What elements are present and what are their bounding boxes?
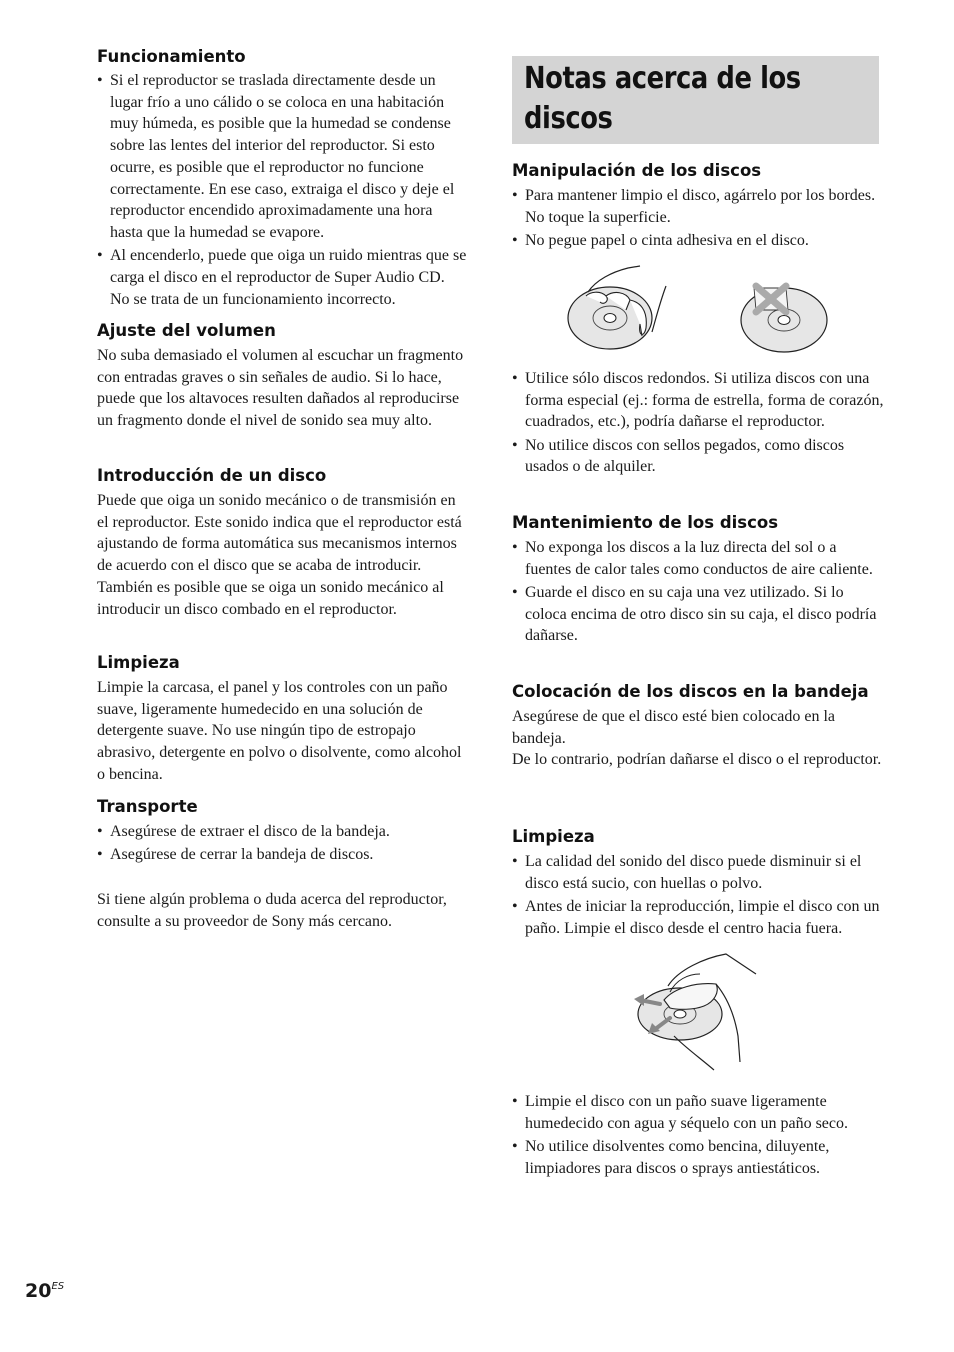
- list-item: • No utilice disolventes como bencina, diluyente, limpiadores para discos o sprays antiestáticos.: [512, 1136, 884, 1179]
- page-number-value: 20: [25, 1280, 52, 1302]
- list-item: • Limpie el disco con un paño suave ligeramente humedecido con agua y séquelo con un paño seco.: [512, 1091, 884, 1134]
- paragraph-volumen: No suba demasiado el volumen al escuchar un fragmento con entradas graves o sin señales de audio. Si lo hace, puede que los altavoces resulten dañados al reproducirse un fragmento donde el nivel de sonido sea muy alto.: [97, 347, 464, 430]
- list-item: • No utilice discos con sellos pegados, como discos usados o de alquiler.: [512, 435, 884, 478]
- list-item: • Al encenderlo, puede que oiga un ruido mientras que se carga el disco en el reproductor de Super Audio CD. No se trata de un funcionamiento incorrecto.: [97, 245, 467, 310]
- section-limpieza-left: [97, 652, 467, 786]
- section-colocacion: [512, 681, 884, 771]
- paragraph-colocacion-2: De lo contrario, podrían dañarse el disco o el reproductor.: [512, 751, 882, 769]
- section-introduccion: [97, 465, 467, 620]
- heading-funcionamiento: Funcionamiento: [97, 47, 246, 66]
- page-number-suffix: ES: [51, 1281, 65, 1292]
- heading-transporte: Transporte: [97, 797, 198, 816]
- section-title-box: [512, 56, 879, 144]
- list-item: • Antes de iniciar la reproducción, limpie el disco con un paño. Limpie el disco desde el centro hacia fuera.: [512, 896, 884, 939]
- heading-limpieza-right: Limpieza: [512, 827, 595, 846]
- page-title: Notas acerca de los discos: [524, 61, 801, 136]
- list-item: • Para mantener limpio el disco, agárrelo por los bordes. No toque la superficie.: [512, 185, 884, 228]
- paragraph-introduccion: Puede que oiga un sonido mecánico o de transmisión en el reproductor. Este sonido indica que el reproductor está ajustando de forma automática sus mecanismos internos de acuerdo con el disco que se acaba de introducir. También es posible que se oiga un sonido mecánico al introducir un disco combado en el reproductor.: [97, 492, 462, 618]
- disc-cleaning-illustration: [630, 952, 760, 1074]
- paragraph-colocacion-1: Asegúrese de que el disco esté bien colocado en la bandeja.: [512, 708, 835, 747]
- paragraph-limpieza-left: Limpie la carcasa, el panel y los controles con un paño suave, ligeramente humedecido en una solución de detergente suave. No use ningún tipo de estropajo abrasivo, detergente en polvo o disolvente, como alcohol o bencina.: [97, 679, 462, 783]
- heading-mantenimiento: Mantenimiento de los discos: [512, 513, 779, 532]
- section-volumen: [97, 320, 467, 432]
- section-funcionamiento: [97, 46, 467, 312]
- heading-limpieza-left: Limpieza: [97, 653, 180, 672]
- list-item: • La calidad del sonido del disco puede disminuir si el disco está sucio, con huellas o polvo.: [512, 851, 884, 894]
- list-item: • Asegúrese de cerrar la bandeja de discos.: [97, 844, 467, 866]
- disc-held-by-edge-illustration: [560, 262, 680, 358]
- list-manipulacion-2: [512, 368, 884, 480]
- list-item: • Si el reproductor se traslada directamente desde un lugar frío a uno cálido o se coloca en una habitación muy húmeda, es posible que la humedad se condense sobre las lentes del interior del reproductor. Si esto ocurre, es posible que el reproductor no funcione correctamente. En ese caso, extraiga el disco y deje el reproductor encendido aproximadamente una hora hasta que la humedad se evapore.: [97, 70, 467, 244]
- list-limpieza-2: [512, 1091, 884, 1181]
- list-item: • Asegúrese de extraer el disco de la bandeja.: [97, 821, 467, 843]
- section-mantenimiento: [512, 512, 884, 649]
- section-manipulacion: [512, 160, 884, 253]
- heading-manipulacion: Manipulación de los discos: [512, 161, 762, 180]
- heading-colocacion: Colocación de los discos en la bandeja: [512, 682, 869, 701]
- section-limpieza-right: [512, 826, 884, 941]
- list-item: • Utilice sólo discos redondos. Si utiliza discos con una forma especial (ej.: forma de estrella, forma de corazón, cuadrados, etc.), podría dañarse el reproductor.: [512, 368, 884, 433]
- disc-no-tape-illustration: [734, 280, 834, 358]
- closing-note: Si tiene algún problema o duda acerca del reproductor, consulte a su proveedor de Sony más cercano.: [97, 891, 447, 930]
- list-item: • No pegue papel o cinta adhesiva en el disco.: [512, 230, 884, 252]
- heading-introduccion: Introducción de un disco: [97, 466, 327, 485]
- list-item: • No exponga los discos a la luz directa del sol o a fuentes de calor tales como conductos de aire caliente.: [512, 537, 884, 580]
- heading-volumen: Ajuste del volumen: [97, 321, 276, 340]
- list-item: • Guarde el disco en su caja una vez utilizado. Si lo coloca encima de otro disco sin su caja, el disco podría dañarse.: [512, 582, 884, 647]
- page-number: [25, 1280, 64, 1302]
- section-transporte: [97, 796, 467, 867]
